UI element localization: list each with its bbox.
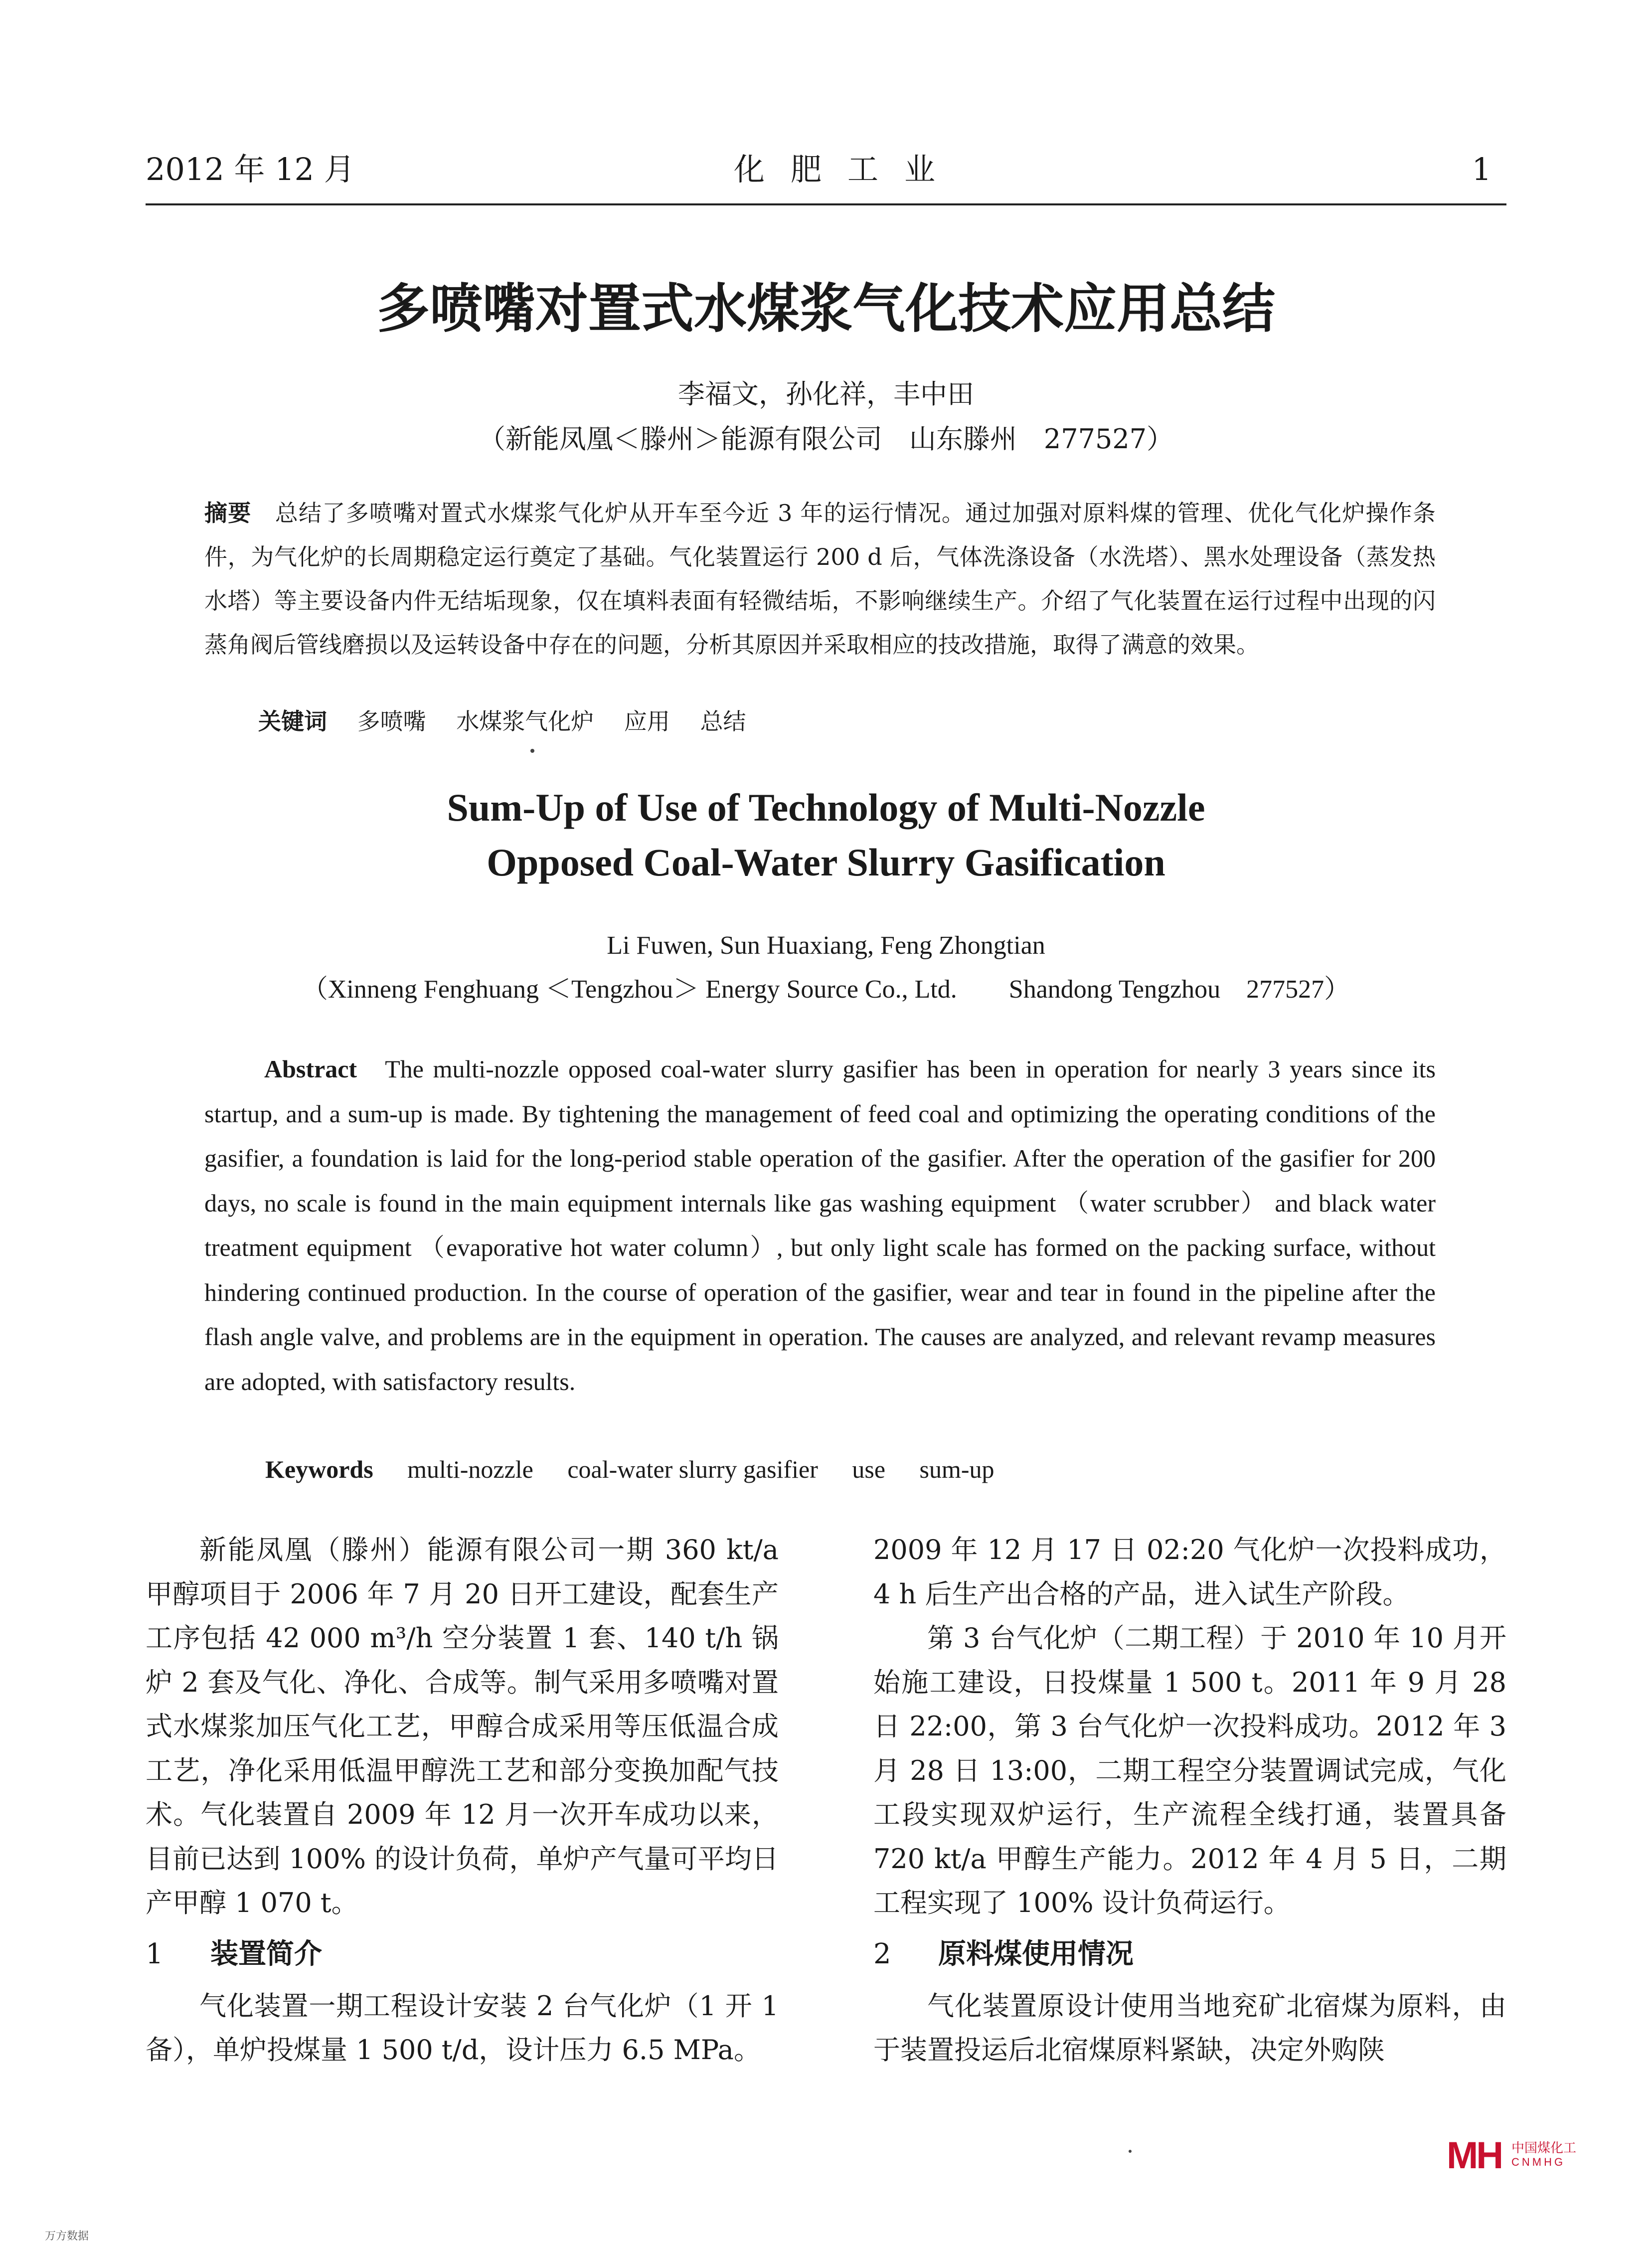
journal-name: 化肥工业 xyxy=(733,151,961,187)
abstract-cn-label: 摘要 xyxy=(204,500,252,526)
keyword-cn: 水煤浆气化炉 xyxy=(456,708,594,735)
header-date: 2012 年 12 月 xyxy=(146,151,355,187)
title-en-line2: Opposed Coal-Water Slurry Gasification xyxy=(487,841,1165,884)
title-cn: 多喷嘴对置式水煤浆气化技术应用总结 xyxy=(377,278,1275,340)
keyword-en: use xyxy=(852,1455,886,1483)
keyword-cn: 多喷嘴 xyxy=(357,708,426,735)
section-title: 装置简介 xyxy=(210,1937,322,1970)
header-rule xyxy=(146,203,1506,205)
abstract-cn xyxy=(204,491,1436,667)
logo-mark: MH xyxy=(1447,2134,1502,2177)
logo-text-cn: 中国煤化工 xyxy=(1511,2141,1577,2156)
keyword-cn: 应用 xyxy=(624,708,670,735)
scan-speck xyxy=(1129,2150,1132,2153)
body-paragraph: 气化装置原设计使用当地兖矿北宿煤为原料，由于装置投运后北宿煤原料紧缺，决定外购陕 xyxy=(873,1990,1506,2066)
body-column-left xyxy=(146,1528,779,2073)
section-title: 原料煤使用情况 xyxy=(938,1937,1134,1970)
keywords-cn-label: 关键词 xyxy=(258,708,327,735)
body-paragraph: 气化装置一期工程设计安装 2 台气化炉（1 开 1 备），单炉投煤量 1 500 t/d，设计压力 6.5 MPa。 xyxy=(146,1990,779,2066)
authors-en: Li Fuwen, Sun Huaxiang, Feng Zhongtian xyxy=(607,931,1045,960)
abstract-en-label: Abstract xyxy=(264,1055,357,1083)
keyword-en: coal-water slurry gasifier xyxy=(567,1455,818,1483)
body-paragraph: 第 3 台气化炉（二期工程）于 2010 年 10 月开始施工建设，日投煤量 1 500 t。2011 年 9 月 28 日 22:00，第 3 台气化炉一次投料成功。2012 年 3 月 28 日 13:00，二期工程空分装置调试完成，气化工段实现双炉运行，生产流程全线打通，装置具备 720 kt/a 甲醇生产能力。2012 年 4 月 5 日，二期工程实现了 100% 设计负荷运行。 xyxy=(873,1622,1506,1918)
keyword-en: multi-nozzle xyxy=(407,1455,533,1483)
abstract-en xyxy=(204,1047,1436,1404)
authors-cn: 李福文，孙化祥，丰中田 xyxy=(678,378,974,410)
title-en-line1: Sum-Up of Use of Technology of Multi-Nozzle xyxy=(447,786,1205,829)
scan-speck xyxy=(530,749,534,753)
section-heading-1 xyxy=(146,1934,779,1974)
footer-source: 万方数据 xyxy=(45,2230,89,2243)
title-en xyxy=(146,780,1506,890)
affiliation-cn: （新能凤凰＜滕州＞能源有限公司 山东滕州 277527） xyxy=(478,423,1174,455)
keyword-en: sum-up xyxy=(919,1455,994,1483)
keyword-cn: 总结 xyxy=(700,708,746,735)
keywords-cn xyxy=(258,706,769,736)
keywords-en-label: Keywords xyxy=(265,1455,373,1483)
cnmhg-logo xyxy=(1447,2134,1577,2177)
section-number: 2 xyxy=(873,1937,891,1970)
abstract-cn-text: 总结了多喷嘴对置式水煤浆气化炉从开车至今近 3 年的运行情况。通过加强对原料煤的管理、优化气化炉操作条件，为气化炉的长周期稳定运行奠定了基础。气化装置运行 200 d 后，气体洗涤设备（水洗塔）、黑水处理设备（蒸发热水塔）等主要设备内件无结垢现象，仅在填料表面有轻微结垢，不影响继续生产。介绍了气化装置在运行过程中出现的闪蒸角阀后管线磨损以及运转设备中存在的问题，分析其原因并采取相应的技改措施，取得了满意的效果。 xyxy=(204,500,1436,658)
section-number: 1 xyxy=(146,1937,164,1970)
body-column-right xyxy=(873,1528,1506,2073)
logo-text-en: CNMHG xyxy=(1511,2156,1566,2168)
body-paragraph: 2009 年 12 月 17 日 02:20 气化炉一次投料成功，4 h 后生产出合格的产品，进入试生产阶段。 xyxy=(873,1534,1506,1610)
keywords-en xyxy=(265,1452,1022,1487)
body-paragraph: 新能凤凰（滕州）能源有限公司一期 360 kt/a 甲醇项目于 2006 年 7 月 20 日开工建设，配套生产工序包括 42 000 m³/h 空分装置 1 套、140 t/h 锅炉 2 套及气化、净化、合成等。制气采用多喷嘴对置式水煤浆加压气化工艺，甲醇合成采用等压低温合成工艺，净化采用低温甲醇洗工艺和部分变换加配气技术。气化装置自 2009 年 12 月一次开车成功以来，目前已达到 100% 的设计负荷，单炉产气量可平均日产甲醇 1 070 t。 xyxy=(146,1534,779,1918)
page-number: 1 xyxy=(1472,151,1491,187)
abstract-en-text: The multi-nozzle opposed coal-water slurry gasifier has been in operation for nearly 3 years since its startup, and a sum-up is made. By tightening the management of feed coal and optimizing the operating conditions of the gasifier, a foundation is laid for the long-period stable operation of the gasifier. After the operation of the gasifier for 200 days, no scale is found in the main equipment internals like gas washing equipment （water scrubber） and black water treatment equipment （evaporative hot water column）, but only light scale has formed on the packing surface, without hindering continued production. In the course of operation of the gasifier, wear and tear in found in the pipeline after the flash angle valve, and problems are in the equipment in operation. The causes are analyzed, and relevant revamp measures are adopted, with satisfactory results. xyxy=(204,1055,1436,1395)
affiliation-en: （Xinneng Fenghuang ＜Tengzhou＞ Energy Source Co., Ltd. Shandong Tengzhou 277527） xyxy=(302,975,1350,1004)
section-heading-2 xyxy=(873,1934,1506,1974)
